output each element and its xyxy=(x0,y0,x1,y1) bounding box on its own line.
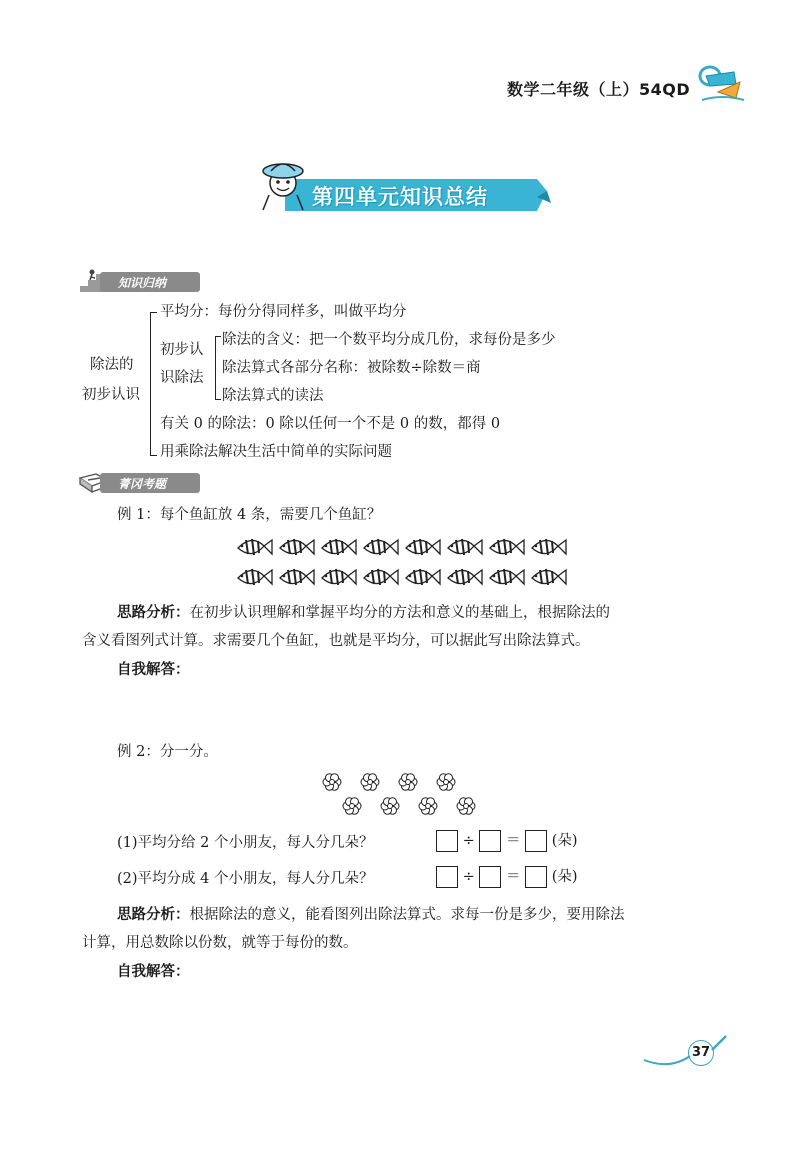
fish-icon xyxy=(532,569,566,585)
equals-sign: ＝ xyxy=(505,833,521,849)
flower-icon xyxy=(323,774,341,791)
flower-icon xyxy=(457,798,475,815)
answer-box[interactable] xyxy=(436,866,458,888)
example2-title: 例 2：分一分。 xyxy=(117,744,218,760)
example2-analysis-label: 思路分析： xyxy=(117,907,190,923)
fish-icon xyxy=(280,569,314,585)
unit-label: (朵) xyxy=(551,833,578,849)
fish-icon xyxy=(280,539,314,555)
fish-icon xyxy=(448,569,482,585)
fish-icon xyxy=(532,539,566,555)
example2-question1: (1)平均分给 2 个小朋友，每人分几朵？ xyxy=(117,835,374,851)
example1-analysis-text1: 在初步认识理解和掌握平均分的方法和意义的基础上，根据除法的 xyxy=(189,605,610,621)
equals-sign: ＝ xyxy=(505,869,521,885)
example2-analysis-text1: 根据除法的意义，能看图列出除法算式。求每一份是多少，要用除法 xyxy=(189,907,625,923)
section-tag-exam-label: 菁冈考题 xyxy=(118,477,167,491)
tree-item-zero: 有关 0 的除法：0 除以任何一个不是 0 的数，都得 0 xyxy=(160,416,501,432)
fish-icon xyxy=(490,539,524,555)
tree-sub-label2: 识除法 xyxy=(160,370,204,386)
telescope-logo-icon xyxy=(688,62,748,104)
example1-title-text: 例 1：每个鱼缸放 4 条，需要几个鱼缸？ xyxy=(117,507,382,523)
fish-icon xyxy=(238,539,272,555)
flower-icon xyxy=(399,774,417,791)
divide-sign: ÷ xyxy=(462,869,475,885)
example1-analysis-label: 思路分析： xyxy=(117,605,190,621)
tree-sub-item-names: 除法算式各部分名称：被除数÷除数＝商 xyxy=(222,360,481,376)
flower-icon xyxy=(419,798,437,815)
flower-icon xyxy=(381,798,399,815)
outer-brace xyxy=(150,312,157,456)
book-header-title: 数学二年级（上）54QD xyxy=(507,80,691,99)
tree-item-application: 用乘除法解决生活中简单的实际问题 xyxy=(160,444,392,460)
flower-icon xyxy=(437,774,455,791)
page-wave-decoration xyxy=(640,1030,730,1070)
fish-icon xyxy=(406,539,440,555)
tree-sub-item-meaning: 除法的含义：把一个数平均分成几份，求每份是多少 xyxy=(222,332,556,348)
fish-icon xyxy=(448,539,482,555)
example2-answer-label: 自我解答： xyxy=(117,964,190,980)
inner-brace xyxy=(215,336,221,400)
fish-icon xyxy=(238,569,272,585)
flower-illustration xyxy=(318,770,478,820)
example1-analysis-line2: 含义看图列式计算。求需要几个鱼缸，也就是平均分，可以据此写出除法算式。 xyxy=(82,633,590,649)
fish-icon xyxy=(364,569,398,585)
fish-icon xyxy=(322,539,356,555)
tree-root-line1: 除法的 xyxy=(90,357,134,373)
tree-sub-item-reading: 除法算式的读法 xyxy=(222,388,324,404)
fish-illustration xyxy=(230,532,570,596)
answer-box[interactable] xyxy=(436,830,458,852)
answer-box[interactable] xyxy=(525,866,547,888)
answer-box[interactable] xyxy=(479,866,501,888)
fish-icon xyxy=(322,569,356,585)
fish-icon xyxy=(406,569,440,585)
answer-box[interactable] xyxy=(525,830,547,852)
unit-label: (朵) xyxy=(551,869,578,885)
tree-sub-label1: 初步认 xyxy=(160,342,204,358)
divide-sign: ÷ xyxy=(462,833,475,849)
unit-title: 第四单元知识总结 xyxy=(312,185,488,209)
flower-icon xyxy=(361,774,379,791)
fish-icon xyxy=(364,539,398,555)
example1-analysis-line1 xyxy=(117,603,610,623)
example2-analysis-line2: 计算，用总数除以份数，就等于每份的数。 xyxy=(82,935,358,951)
fish-group xyxy=(230,532,570,596)
tree-root-line2: 初步认识 xyxy=(82,387,140,403)
example2-question2: (2)平均分成 4 个小朋友，每人分几朵？ xyxy=(117,871,374,887)
example2-analysis-line1 xyxy=(117,905,625,925)
flower-icon xyxy=(343,798,361,815)
answer-box[interactable] xyxy=(479,830,501,852)
page-number: 37 xyxy=(688,1040,714,1066)
tree-item-average: 平均分：每份分得同样多，叫做平均分 xyxy=(160,304,407,320)
section-tag-summary-label: 知识归纳 xyxy=(118,276,167,290)
fish-icon xyxy=(490,569,524,585)
example1-title xyxy=(117,505,381,525)
example2-equation1 xyxy=(436,830,578,852)
example1-answer-label: 自我解答： xyxy=(117,662,190,678)
flower-group xyxy=(318,770,478,820)
example2-equation2 xyxy=(436,866,578,888)
